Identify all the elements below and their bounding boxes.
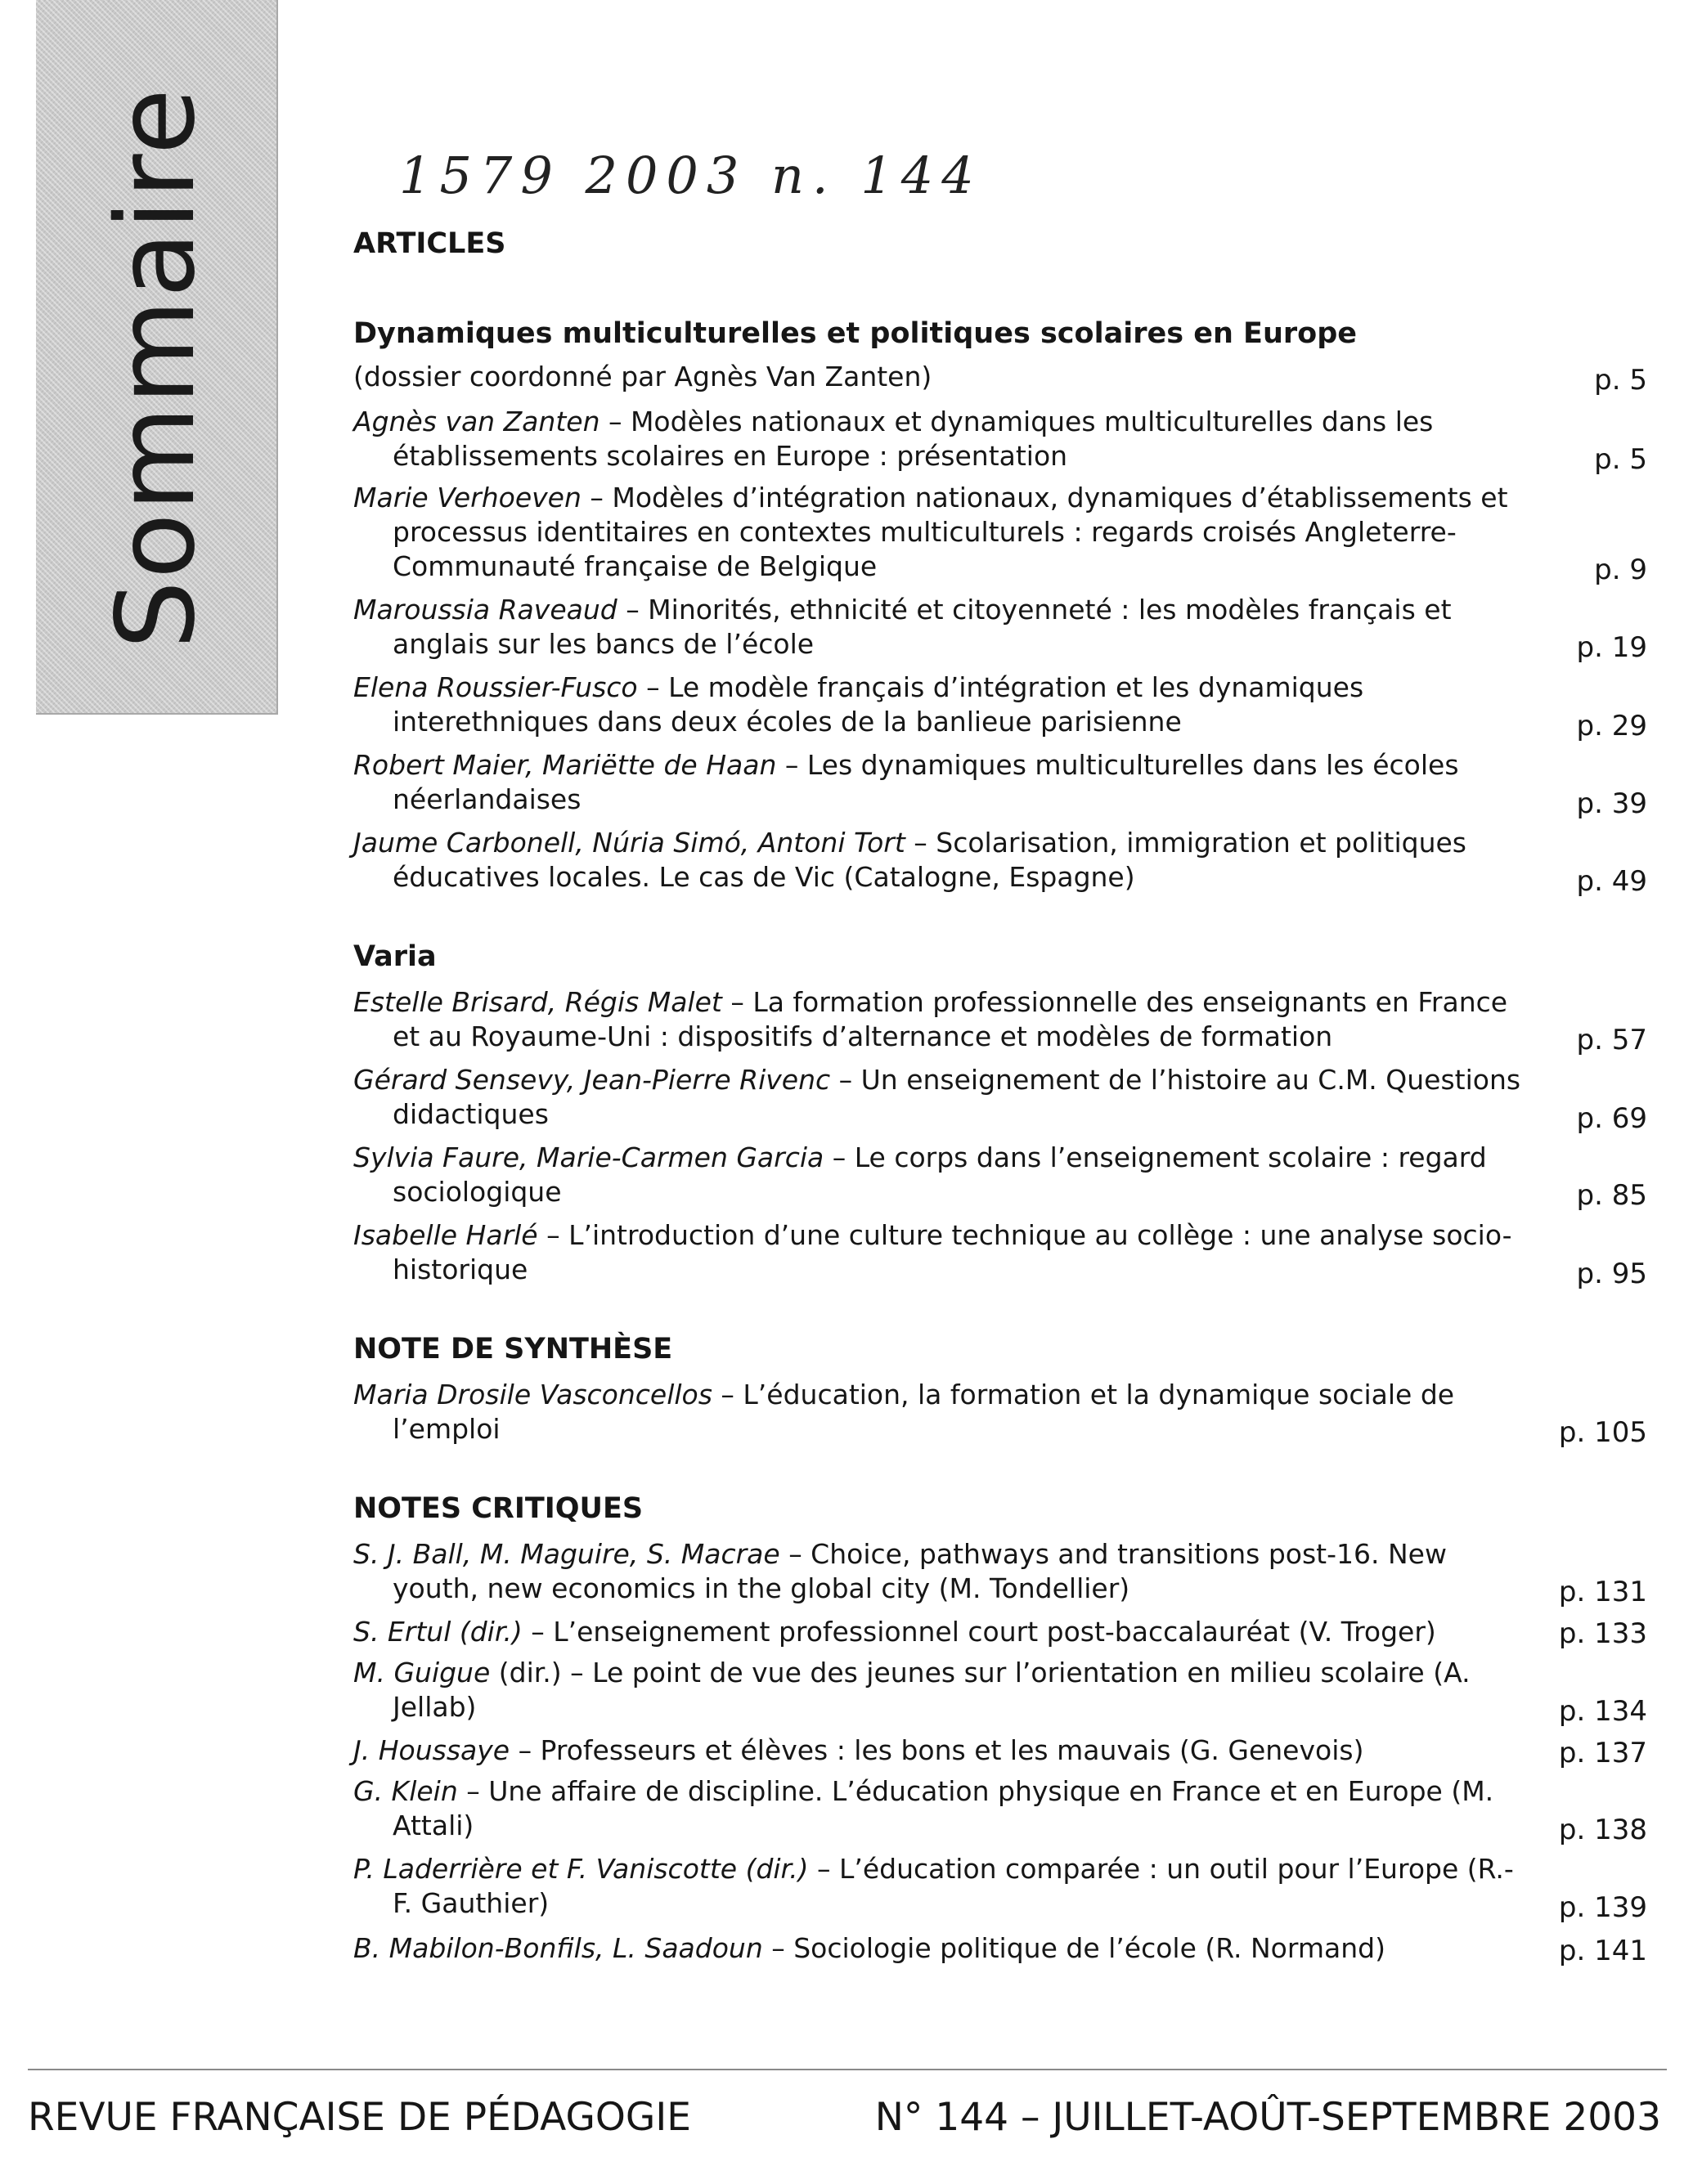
footer-rule — [28, 2069, 1667, 2070]
toc-page: p. 69 — [1576, 1102, 1647, 1135]
toc-title: – La formation professionnelle des enseignants en France et au Royaume-Uni : dispositifs d’alternance et modèles de formation — [393, 986, 1508, 1052]
toc-title: – Modèles d’intégration nationaux, dynamiques d’établissements et processus identitaires en contextes multiculturels : regards croisés Angleterre-Communauté française de Belgique — [393, 482, 1508, 582]
toc-page: p. 137 — [1558, 1737, 1647, 1769]
toc-page: p. 131 — [1558, 1576, 1647, 1608]
footer-issue: N° 144 – JUILLET-AOÛT-SEPTEMBRE 2003 — [874, 2095, 1661, 2140]
toc-title: – L’éducation, la formation et la dynamique sociale de l’emploi — [393, 1379, 1455, 1445]
toc-entry[interactable] — [353, 826, 1521, 895]
toc-title: – Sociologie politique de l’école (R. Normand) — [762, 1932, 1385, 1964]
toc-title: – Le modèle français d’intégration et les dynamiques interethniques dans deux écoles de la banlieue parisienne — [393, 671, 1364, 738]
section-heading-notes-critiques: NOTES CRITIQUES — [353, 1492, 644, 1525]
toc-title: – Scolarisation, immigration et politiques éducatives locales. Le cas de Vic (Catalogne, Espagne) — [393, 827, 1466, 893]
toc-title: – Modèles nationaux et dynamiques multiculturelles dans les établissements scolaires en Europe : présentation — [393, 406, 1434, 472]
toc-entry[interactable] — [353, 405, 1521, 473]
toc-title: (dir.) – Le point de vue des jeunes sur l’orientation en milieu scolaire (A. Jellab) — [393, 1657, 1471, 1723]
toc-author: M. Guigue — [353, 1657, 491, 1688]
toc-title: – L’enseignement professionnel court post-baccalauréat (V. Troger) — [522, 1616, 1436, 1648]
toc-entry[interactable] — [353, 1378, 1521, 1446]
toc-title: – Choice, pathways and transitions post-16. New youth, new economics in the global city (M. Tondellier) — [393, 1538, 1447, 1604]
toc-title: – Professeurs et élèves : les bons et les mauvais (G. Genevois) — [510, 1734, 1364, 1766]
handwritten-note: 1579 2003 n. 144 — [399, 146, 982, 205]
toc-author: Maria Drosile Vasconcellos — [353, 1379, 712, 1410]
toc-page: p. 95 — [1576, 1258, 1647, 1290]
section-heading-articles: ARTICLES — [353, 227, 506, 260]
toc-entry[interactable] — [353, 593, 1521, 661]
toc-author: Gérard Sensevy, Jean-Pierre Rivenc — [353, 1064, 831, 1096]
toc-entry[interactable] — [353, 1063, 1521, 1132]
toc-author: P. Laderrière et F. Vaniscotte (dir.) — [353, 1853, 809, 1885]
toc-author: J. Houssaye — [353, 1734, 510, 1766]
toc-page: p. 9 — [1594, 554, 1647, 586]
toc-page: p. 57 — [1576, 1024, 1647, 1056]
toc-entry[interactable] — [353, 1931, 1521, 1966]
toc-title: – Minorités, ethnicité et citoyenneté : les modèles français et anglais sur les bancs de l’école — [393, 594, 1452, 660]
toc-title: – Les dynamiques multiculturelles dans les écoles néerlandaises — [393, 749, 1459, 815]
toc-entry[interactable] — [353, 748, 1521, 817]
toc-page: p. 139 — [1558, 1891, 1647, 1924]
toc-entry[interactable] — [353, 1733, 1521, 1768]
toc-page: p. 85 — [1576, 1179, 1647, 1212]
toc-page: p. 49 — [1576, 865, 1647, 898]
sommaire-sidebar — [36, 0, 278, 715]
toc-entry[interactable] — [353, 1218, 1521, 1287]
toc-author: B. Mabilon-Bonfils, L. Saadoun — [353, 1932, 763, 1964]
toc-author: Elena Roussier-Fusco — [353, 671, 638, 703]
toc-title: – L’éducation comparée : un outil pour l’Europe (R.-F. Gauthier) — [393, 1853, 1514, 1919]
dossier-title: Dynamiques multiculturelles et politiques scolaires en Europe — [353, 317, 1357, 350]
toc-author: Agnès van Zanten — [353, 406, 600, 437]
toc-page: p. 105 — [1558, 1416, 1647, 1449]
toc-author: Estelle Brisard, Régis Malet — [353, 986, 722, 1018]
toc-author: Robert Maier, Mariëtte de Haan — [353, 749, 777, 781]
toc-author: Sylvia Faure, Marie-Carmen Garcia — [353, 1141, 824, 1173]
toc-entry[interactable] — [353, 481, 1521, 584]
section-heading-note-de-synthese: NOTE DE SYNTHÈSE — [353, 1333, 673, 1366]
toc-entry[interactable] — [353, 1141, 1521, 1209]
toc-page: p. 19 — [1576, 631, 1647, 664]
toc-author: S. Ertul (dir.) — [353, 1616, 523, 1648]
footer-journal-title: REVUE FRANÇAISE DE PÉDAGOGIE — [28, 2095, 691, 2140]
toc-entry[interactable] — [353, 1656, 1521, 1724]
toc-page: p. 39 — [1576, 787, 1647, 820]
toc-author: Jaume Carbonell, Núria Simó, Antoni Tort — [353, 827, 905, 859]
toc-author: Marie Verhoeven — [353, 482, 582, 513]
toc-title: – L’introduction d’une culture technique au collège : une analyse socio-historique — [393, 1219, 1512, 1285]
toc-entry[interactable] — [353, 1774, 1521, 1843]
toc-author: G. Klein — [353, 1775, 458, 1807]
toc-title: – Le corps dans l’enseignement scolaire : regard sociologique — [393, 1141, 1487, 1208]
toc-page: p. 134 — [1558, 1695, 1647, 1728]
toc-page: p. 5 — [1594, 443, 1647, 476]
toc-page: p. 29 — [1576, 710, 1647, 742]
toc-author: S. J. Ball, M. Maguire, S. Macrae — [353, 1538, 780, 1570]
section-heading-varia: Varia — [353, 940, 437, 973]
toc-entry[interactable] — [353, 1537, 1521, 1606]
toc-title: – Une affaire de discipline. L’éducation physique en France et en Europe (M. Attali) — [393, 1775, 1494, 1841]
toc-entry[interactable] — [353, 985, 1521, 1054]
sidebar-title: Sommaire — [93, 87, 219, 649]
dossier-note: (dossier coordonné par Agnès Van Zanten) — [353, 361, 932, 392]
toc-author: Maroussia Raveaud — [353, 594, 617, 626]
toc-entry[interactable] — [353, 1615, 1521, 1649]
toc-title: – Un enseignement de l’histoire au C.M. Questions didactiques — [393, 1064, 1521, 1130]
toc-page: p. 141 — [1558, 1935, 1647, 1967]
toc-entry[interactable] — [353, 1852, 1521, 1921]
dossier-page: p. 5 — [1594, 364, 1647, 397]
toc-entry[interactable] — [353, 670, 1521, 739]
toc-page: p. 133 — [1558, 1617, 1647, 1650]
toc-page: p. 138 — [1558, 1814, 1647, 1846]
toc-author: Isabelle Harlé — [353, 1219, 538, 1251]
